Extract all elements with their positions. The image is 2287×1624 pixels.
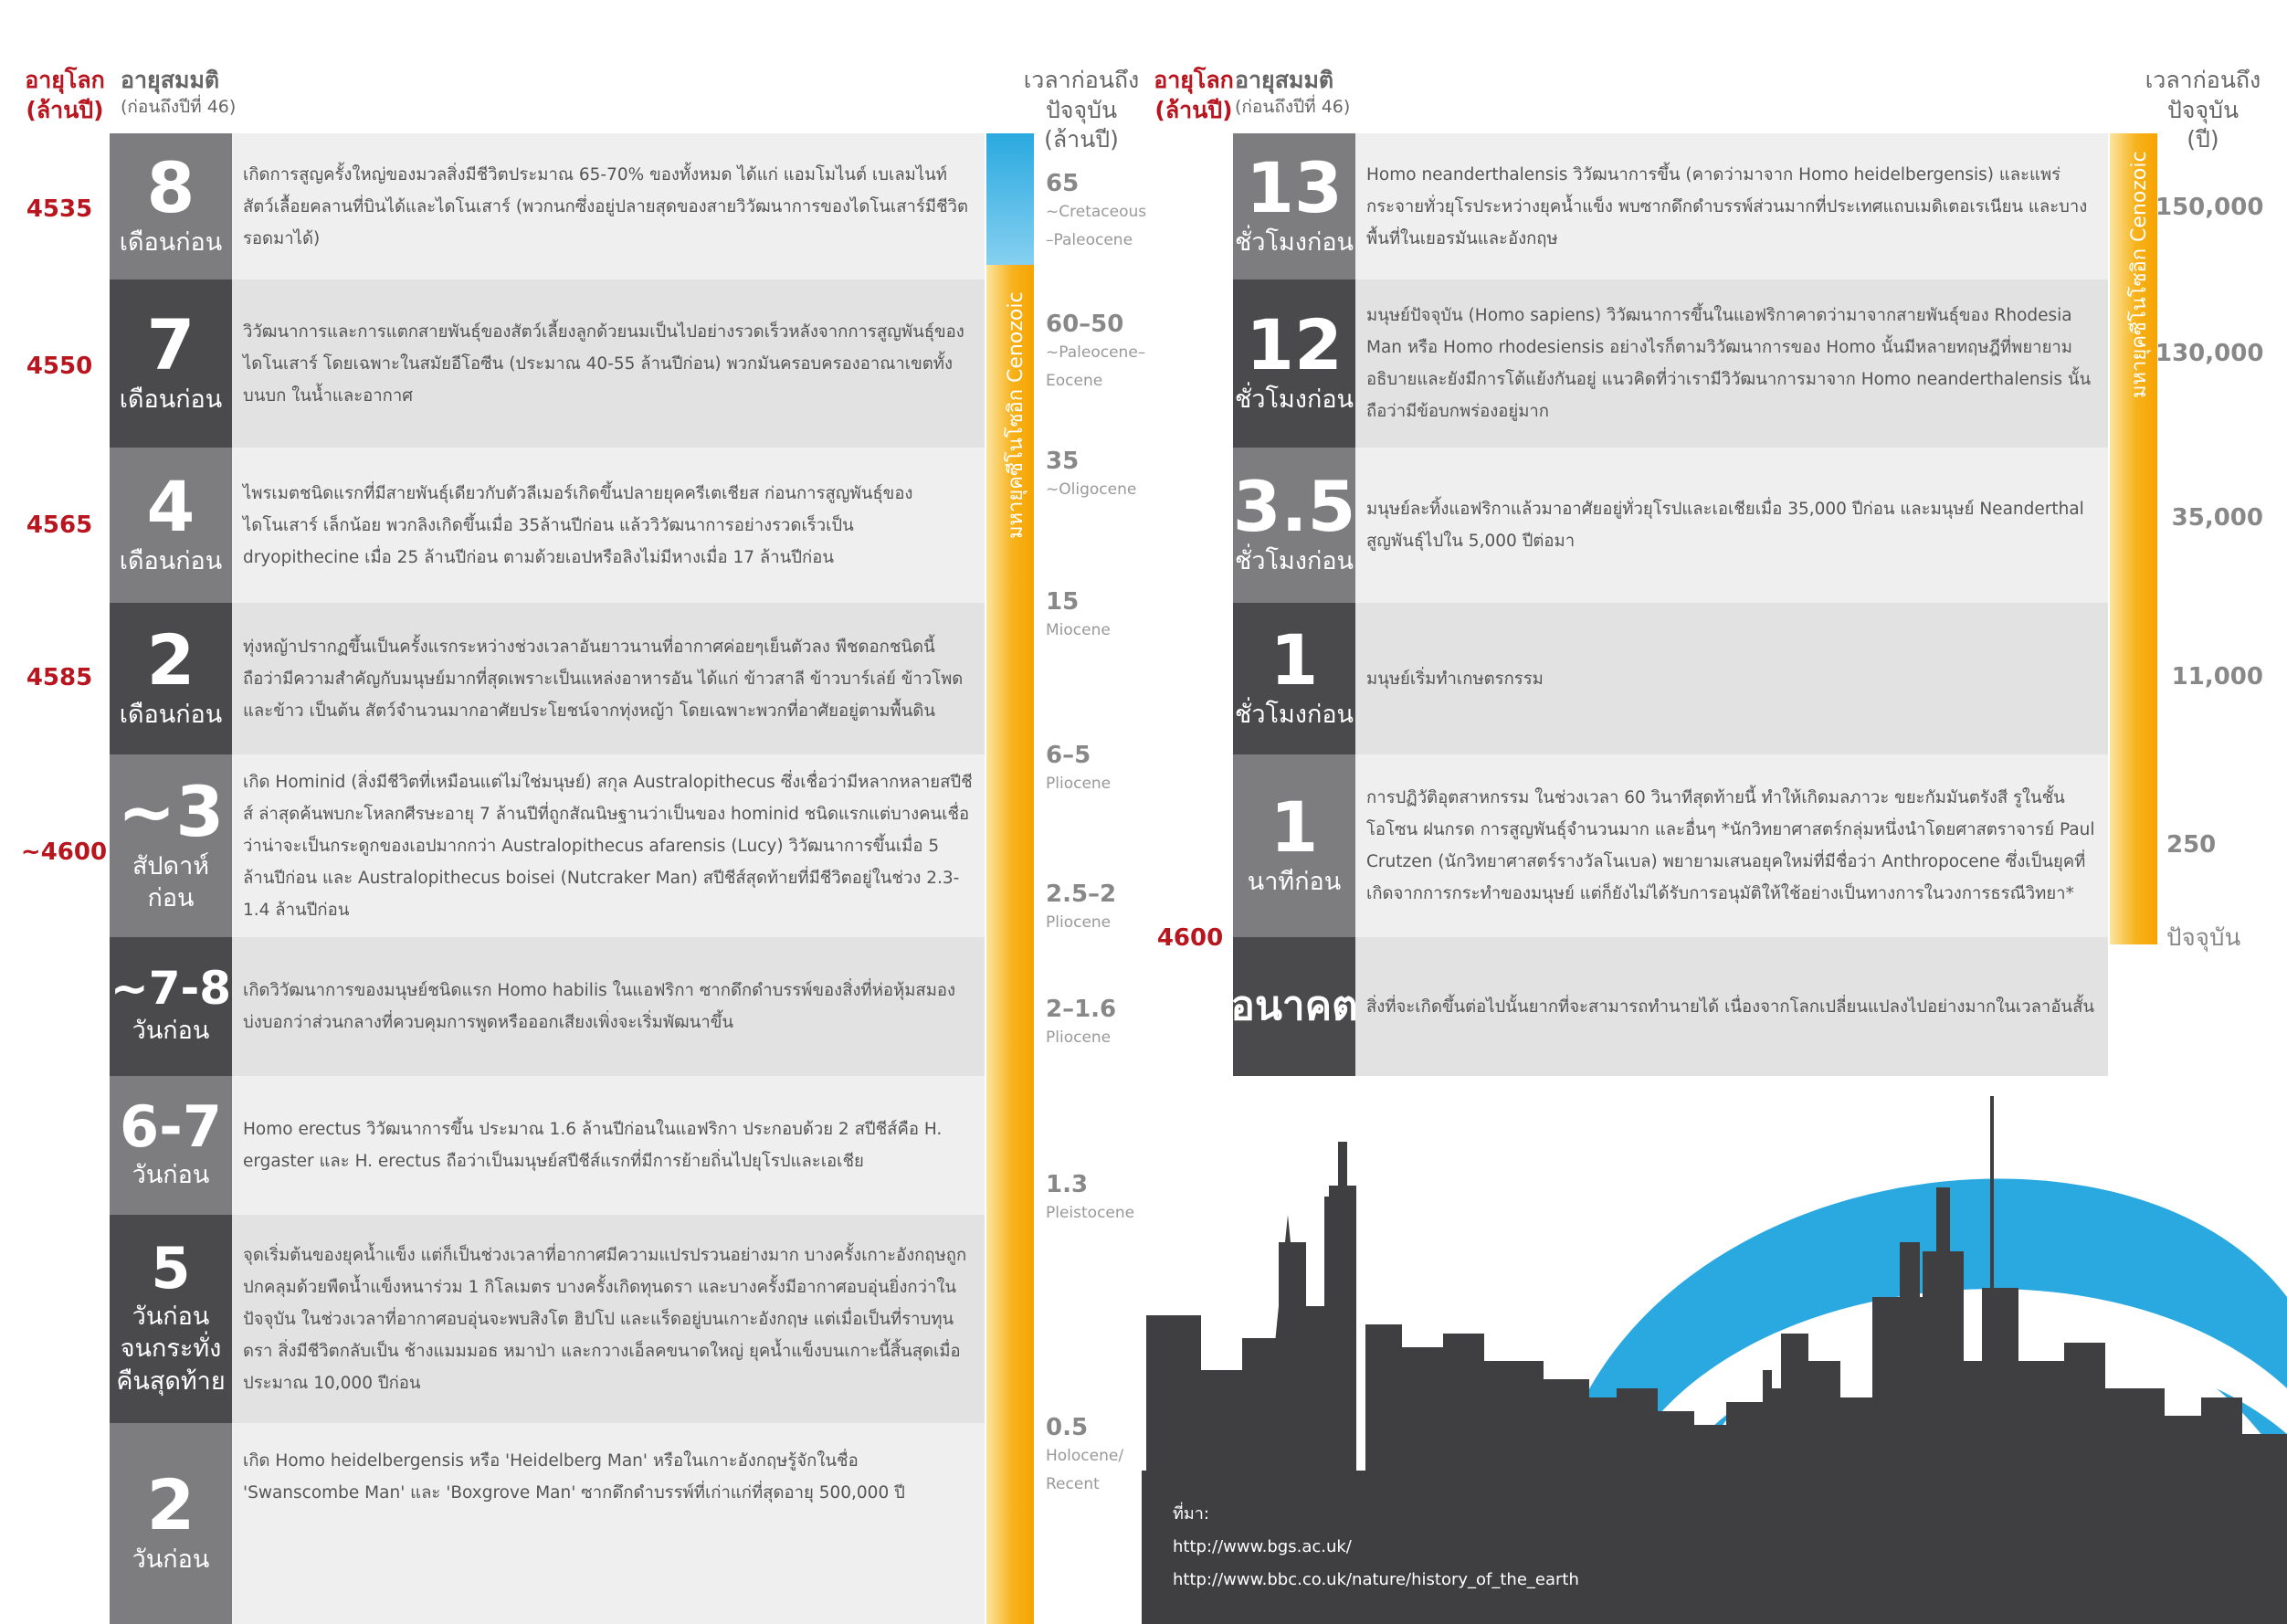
right-era-label: มหายุคซีโนโซอิก Cenozoic [2128, 151, 2151, 398]
left-time-before-line2: ปัจจุบัน [1045, 96, 1118, 123]
right-row-5-text: สิ่งที่จะเกิดขึ้นต่อไปนั้นยากที่จะสามารถทำนายได้ เนื่องจากโลกเปลี่ยนแปลงไปอย่างมากในเวลาอันสั้น [1366, 997, 2095, 1017]
right-row-0-num: 13 [1246, 147, 1343, 229]
source-link-1[interactable]: http://www.bgs.ac.uk/ [1173, 1537, 1352, 1556]
right-earth-age-header-line1: อายุโลก [1154, 67, 1234, 93]
left-row-1-age [110, 279, 232, 448]
right-tick-3: 11,000 [2171, 663, 2263, 691]
left-tick-5-name: Pliocene [1046, 913, 1112, 933]
left-time-before-line3: (ล้านปี) [1044, 126, 1119, 153]
right-row-1 [1233, 279, 2108, 448]
right-assumed-age-header [1235, 66, 1350, 118]
left-row-8-text: เกิด Homo heidelbergensis หรือ 'Heidelberg Man' หรือในเกาะอังกฤษรู้จักในชื่อ 'Swanscombe Man' และ 'Boxgrove Man' ซากดึกดำบรรพ์ที่เก่าแก่ที่สุดอายุ 500,000 ปี [243, 1451, 905, 1503]
left-row-2 [110, 448, 985, 603]
left-earth-age-header-line1: อายุโลก [25, 67, 105, 93]
right-row-3 [1233, 603, 2108, 754]
left-row-6-unit: วันก่อน [132, 1161, 210, 1190]
left-row-7-age [110, 1215, 232, 1423]
left-time-before-header [1021, 66, 1142, 155]
left-row-0-age [110, 133, 232, 279]
left-earth-age-4: ~4600 [20, 838, 108, 866]
left-row-5-unit: วันก่อน [132, 1017, 210, 1046]
left-row-7-unit: วันก่อน จนกระทั่ง คืนสุดท้าย [116, 1302, 226, 1396]
left-row-1 [110, 279, 985, 448]
right-row-2-age [1233, 448, 1355, 603]
left-row-5-num: ~7-8 [110, 962, 232, 1016]
left-tick-8-value: 0.5 [1046, 1414, 1089, 1441]
right-row-1-num: 12 [1246, 304, 1343, 386]
left-assumed-age-header [121, 66, 236, 118]
left-row-1-unit: เดือนก่อน [119, 385, 223, 415]
left-row-7 [110, 1215, 985, 1423]
left-tick-6 [1046, 996, 1116, 1052]
right-time-before-line1: เวลาก่อนถึง [2145, 67, 2261, 93]
right-row-4-num: 1 [1270, 786, 1319, 869]
right-row-0-age [1233, 133, 1355, 279]
source-link-2[interactable]: http://www.bbc.co.uk/nature/history_of_the_earth [1173, 1570, 1579, 1589]
right-row-2-text: มนุษย์ละทิ้งแอฟริกาแล้วมาอาศัยอยู่ทั่วยุโรปและเอเชียเมื่อ 35,000 ปีก่อน และมนุษย์ Neanderthal สูญพันธุ์ไปใน 5,000 ปีต่อมา [1366, 500, 2084, 551]
left-row-7-num: 5 [151, 1235, 191, 1302]
left-tick-3-name: Miocene [1046, 621, 1111, 640]
left-row-5-text: เกิดวิวัฒนาการของมนุษย์ชนิดแรก Homo habilis ในแอฟริกา ซากดึกดำบรรพ์ของสิ่งที่ห่อหุ้มสมองบ่งบอกว่าส่วนกลางที่ควบคุมการพูดหรือออกเสียงเพิ่งจะเริ่มพัฒนาขึ้น [243, 981, 956, 1032]
left-earth-age-3: 4585 [26, 664, 93, 691]
right-row-2 [1233, 448, 2108, 603]
left-tick-8-name: Holocene/ Recent [1046, 1447, 1124, 1493]
right-tick-1: 130,000 [2155, 340, 2264, 367]
left-row-3-age [110, 603, 232, 754]
right-earth-age: 4600 [1156, 924, 1224, 952]
right-row-4-text: การปฏิวัติอุตสาหกรรม ในช่วงเวลา 60 วินาทีสุดท้ายนี้ ทำให้เกิดมลภาวะ ขยะกัมมันตรังสี รูในชั้นโอโซน ฝนกรด การสูญพันธุ์จำนวนมาก และอื่นๆ *นักวิทยาศาสตร์กลุ่มหนึ่งนำโดยศาสตราจารย์ Paul Crutzen (นักวิทยาศาสตร์รางวัลโนเบล) พยายามเสนอยุคใหม่ที่มีชื่อว่า Anthropocene ซึ่งเป็นยุคที่เกิดจากการกระทำของมนุษย์ แต่ก็ยังไม่ได้รับการอนุมัติให้ใช้อย่างเป็นทางการในวงการธรณีวิทยา* [1366, 788, 2095, 903]
left-time-before-line1: เวลาก่อนถึง [1023, 67, 1140, 93]
left-row-0 [110, 133, 985, 279]
right-row-2-unit: ชั่วโมงก่อน [1235, 547, 1354, 576]
left-row-7-text: จุดเริ่มต้นของยุคน้ำแข็ง แต่ก็เป็นช่วงเวลาที่อากาศมีความแปรปรวนอย่างมาก บางครั้งเกาะอังกฤษถูกปกคลุมด้วยพืดน้ำแข็งหนาร่วม 1 กิโลเมตร บางครั้งเกิดทุนดรา และบางครั้งมีอากาศอบอุ่นยิ่งกว่าในปัจจุบัน ในช่วงเวลาที่อากาศอบอุ่นจะพบสิงโต ฮิปโป และแร็ดอยู่บนเกาะอังกฤษ แต่เมื่อเป็นที่ราบทุนดรา สิ่งมีชีวิตกลับเป็น ช้างแมมมอธ หมาป่า และกวางเอ็ลคขนาดใหญ่ ยุคน้ำแข็งบนเกาะนี้สิ้นสุดเมื่อประมาณ 10,000 ปีก่อน [243, 1245, 967, 1393]
right-earth-age-header [1153, 66, 1235, 125]
left-row-5-age [110, 937, 232, 1076]
left-row-4 [110, 754, 985, 937]
left-earth-age-2: 4565 [26, 511, 93, 539]
left-era-label: มหายุคซีโนโซอิก Cenozoic [1005, 291, 1028, 539]
left-tick-4-value: 6–5 [1046, 742, 1091, 769]
left-row-1-text: วิวัฒนาการและการแตกสายพันธุ์ของสัตว์เลี้ยงลูกด้วยนมเป็นไปอย่างรวดเร็วหลังจากการสูญพันธุ์ของไดโนเสาร์ โดยเฉพาะในสมัยอีโอซีน (ประมาณ 40-55 ล้านปีก่อน) พวกมันครอบครองอาณาเขตทั้งบนบก ในน้ำและอากาศ [243, 322, 964, 406]
left-row-6-age [110, 1076, 232, 1215]
right-row-5 [1230, 937, 2108, 1076]
left-row-6-text: Homo erectus วิวัฒนาการขึ้น ประมาณ 1.6 ล้านปีก่อนในแอฟริกา ประกอบด้วย 2 สปีชีส์คือ H. ergaster และ H. erectus ถือว่าเป็นมนุษย์สปีชีส์แรกที่มีการย้ายถิ่นไปยุโรปและเอเชีย [243, 1120, 943, 1171]
sources [1173, 1498, 1579, 1597]
left-row-0-unit: เดือนก่อน [119, 228, 223, 258]
right-row-0-text: Homo neanderthalensis วิวัฒนาการขึ้น (คาดว่ามาจาก Homo heidelbergensis) และแพร่กระจายทั่วยุโรประหว่างยุคน้ำแข็ง พบซากดึกดำบรรพ์ส่วนมากที่ประเทศแถบเมดิเตอเรเนียน และบางพื้นที่ในเยอรมันและอังกฤษ [1366, 164, 2088, 248]
right-row-1-unit: ชั่วโมงก่อน [1235, 385, 1354, 415]
right-row-3-age [1233, 603, 1355, 754]
left-tick-6-value: 2–1.6 [1046, 996, 1117, 1023]
right-time-before-line3: (ปี) [2187, 126, 2219, 153]
left-tick-3-value: 15 [1046, 588, 1080, 616]
left-row-5 [110, 937, 985, 1076]
right-row-3-num: 1 [1270, 619, 1319, 701]
right-row-2-num: 3.5 [1232, 466, 1356, 548]
left-row-8 [110, 1423, 985, 1624]
right-row-5-age [1230, 937, 1358, 1076]
left-row-4-unit: สัปดาห์ก่อน [132, 851, 210, 912]
left-row-1-num: 7 [146, 304, 195, 386]
right-row-4-unit: นาทีก่อน [1247, 868, 1342, 897]
left-row-4-num: ~3 [117, 770, 225, 852]
left-tick-0 [1046, 170, 1146, 254]
right-row-4 [1233, 754, 2108, 937]
left-tick-4 [1046, 742, 1111, 798]
left-row-8-num: 2 [146, 1464, 195, 1546]
right-tick-4: 250 [2166, 831, 2217, 859]
right-row-3-text: มนุษย์เริ่มทำเกษตรกรรม [1366, 669, 1544, 689]
left-earth-age-header [24, 66, 106, 125]
left-row-0-num: 8 [146, 147, 195, 229]
left-era-bar-cretaceous [986, 133, 1034, 265]
right-row-1-age [1233, 279, 1355, 448]
left-tick-2-value: 35 [1046, 448, 1080, 475]
right-time-before-header [2143, 66, 2263, 155]
right-row-0-unit: ชั่วโมงก่อน [1235, 228, 1354, 258]
left-tick-6-name: Pliocene [1046, 1028, 1112, 1048]
right-assumed-age-title: อายุสมมติ [1235, 67, 1334, 93]
left-tick-5 [1046, 881, 1116, 937]
left-tick-4-name: Pliocene [1046, 775, 1112, 794]
left-assumed-age-note: (ก่อนถึงปีที่ 46) [121, 96, 237, 117]
right-earth-age-header-line2: (ล้านปี) [1154, 96, 1233, 123]
left-row-3-text: ทุ่งหญ้าปรากฏขึ้นเป็นครั้งแรกระหว่างช่วงเวลาอันยาวนานที่อากาศค่อยๆเย็นตัวลง พืชดอกชนิดนี้ถือว่ามีความสำคัญกับมนุษย์มากที่สุดเพราะเป็นแหล่งอาหารอัน ได้แก่ ข้าวสาลี ข้าวบาร์เล่ย์ ข้าวโพด และข้าว เป็นต้น สัตว์จำนวนมากอาศัยประโยชน์จากทุ่งหญ้า โดยเฉพาะพวกที่อาศัยอยู่ตามพื้นดิน [243, 637, 964, 721]
right-tick-2: 35,000 [2171, 504, 2263, 532]
left-row-3-unit: เดือนก่อน [119, 701, 223, 730]
left-row-4-age [110, 754, 232, 937]
left-row-2-num: 4 [146, 466, 195, 548]
left-tick-2 [1046, 448, 1136, 504]
left-tick-3 [1046, 588, 1111, 645]
left-row-8-age [110, 1423, 232, 1624]
right-row-0 [1233, 133, 2108, 279]
right-row-3-unit: ชั่วโมงก่อน [1235, 701, 1354, 730]
right-tick-0: 150,000 [2155, 194, 2264, 221]
left-tick-7-value: 1.3 [1046, 1171, 1089, 1198]
sources-title: ที่มา: [1173, 1504, 1209, 1524]
left-row-6-num: 6-7 [119, 1093, 222, 1161]
left-tick-1-name: ~Paleocene– Eocene [1046, 343, 1146, 390]
left-tick-2-name: ~Oligocene [1046, 480, 1137, 500]
left-tick-8 [1046, 1414, 1128, 1498]
right-tick-5: ปัจจุบัน [2166, 924, 2241, 952]
left-row-4-text: เกิด Hominid (สิ่งมีชีวิตที่เหมือนแต่ไม่ใช่มนุษย์) สกุล Australopithecus ซึ่งเชื่อว่ามีหลากหลายสปีชีส์ ล่าสุดค้นพบกะโหลกศีรษะอายุ 7 ล้านปีที่ถูกสัณนิษฐานว่าเป็นของ hominid ชนิดแรกแต่บางคนเชื่อว่าน่าจะเป็นกระดูกของเอปมากกว่า Australopithecus afarensis (Lucy) วิวัฒนาการขึ้นเมื่อ 5 ล้านปีก่อน และ Australopithecus boisei (Nutcraker Man) สปีชีส์สุดท้ายที่มีชีวิตอยู่ในช่วง 2.3-1.4 ล้านปีก่อน [243, 772, 973, 920]
right-assumed-age-note: (ก่อนถึงปีที่ 46) [1235, 96, 1351, 117]
left-assumed-age-title: อายุสมมติ [121, 67, 220, 93]
left-row-2-age [110, 448, 232, 603]
left-tick-1 [1046, 311, 1146, 395]
left-earth-age-1: 4550 [26, 353, 93, 380]
left-row-0-text: เกิดการสูญครั้งใหญ่ของมวลสิ่งมีชีวิตประมาณ 65-70% ของทั้งหมด ได้แก่ แอมโมไนต์ เบเลมไนท์ สัตว์เลื้อยคลานที่บินได้และไดโนเสาร์ (พวกนกซึ่งอยู่ปลายสุดของสายวิวัฒนาการของไดโนเสาร์มีชีวิตรอดมาได้) [243, 164, 969, 248]
left-row-2-unit: เดือนก่อน [119, 547, 223, 576]
left-row-8-unit: วันก่อน [132, 1545, 210, 1575]
right-row-4-age [1233, 754, 1355, 937]
left-tick-0-value: 65 [1046, 170, 1080, 197]
right-row-5-num: อนาคต [1230, 983, 1358, 1029]
left-row-3 [110, 603, 985, 754]
left-row-6 [110, 1076, 985, 1215]
left-tick-5-value: 2.5–2 [1046, 881, 1117, 908]
right-time-before-line2: ปัจจุบัน [2166, 96, 2240, 123]
left-earth-age-header-line2: (ล้านปี) [26, 96, 104, 123]
left-earth-age-0: 4535 [26, 195, 93, 223]
left-tick-1-value: 60–50 [1046, 311, 1124, 338]
left-tick-7-name: Pleistocene [1046, 1204, 1135, 1223]
left-tick-0-name: ~Cretaceous –Paleocene [1046, 203, 1147, 249]
right-row-1-text: มนุษย์ปัจจุบัน (Homo sapiens) วิวัฒนาการขึ้นในแอฟริกาคาดว่ามาจากสายพันธุ์ของ Rhodesia Man หรือ Homo rhodesiensis อย่างไรก็ตามวิวัฒนาการของ Homo นั้นมีหลายทฤษฎีที่พยายามอธิบายและยังมีการโต้แย้งกันอยู่ แนวคิดที่ว่าเรามีวิวัฒนาการมาจาก Homo neanderthalensis นั้นถือว่ามีข้อบกพร่องอยู่มาก [1366, 306, 2092, 421]
left-row-2-text: ไพรเมตชนิดแรกที่มีสายพันธุ์เดียวกับตัวลีเมอร์เกิดขึ้นปลายยุคครีเตเชียส ก่อนการสูญพันธุ์ของไดโนเสาร์ เล็กน้อย พวกลิงเกิดขึ้นเมื่อ 35ล้านปีก่อน แล้ววิวัฒนาการอย่างรวดเร็วเป็น dryopithecine เมื่อ 25 ล้านปีก่อน ตามด้วยเอปหรือลิงไม่มีหางเมื่อ 17 ล้านปีก่อน [243, 483, 913, 567]
left-tick-7 [1046, 1171, 1134, 1228]
left-row-3-num: 2 [146, 619, 195, 701]
